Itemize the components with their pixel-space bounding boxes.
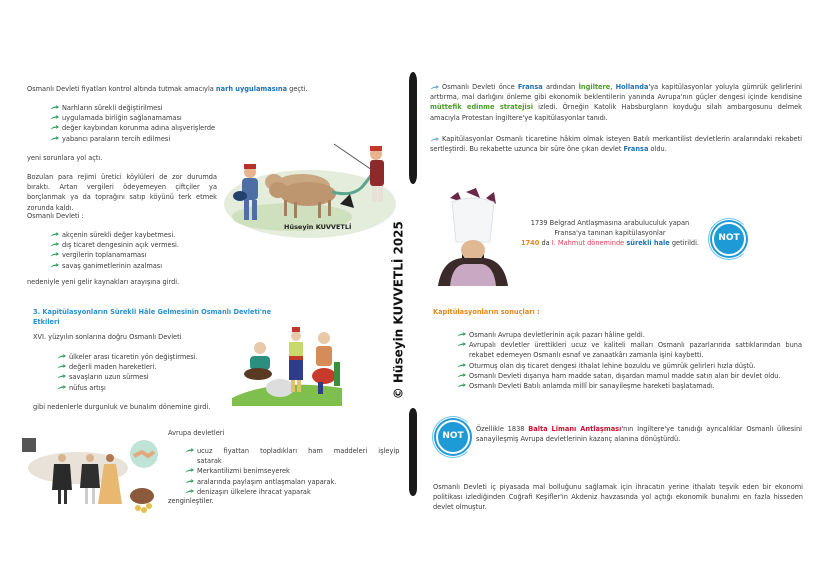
list-item: denizaşırı ülkelere ihracat yaparak [185,487,405,497]
arrow-icon [185,468,194,473]
arrow-icon [457,332,466,337]
europe-conclusion: zenginleştiler. [168,497,214,505]
arrow-icon [50,242,59,247]
list-item: Osmanlı Devleti Batılı anlamda millî bir sanayileşme hareketi başlatamadı. [457,381,802,391]
arrow-icon [50,125,59,130]
list-item: değer kaybından korunma adına alışverişlerde [50,123,240,133]
divider-ribbon-top [409,72,417,184]
xvi-conclusion: gibi nedenlerle durgunluk ve bunalım dönemine girdi. [33,403,211,411]
narh-intro: Osmanlı Devleti fiyatları kontrol altında tutmak amacıyla narh uygulamasına geçti. [27,85,308,93]
arrow-icon [430,85,439,90]
note-balta-limani: Özellikle 1838 Balta Limanı Antlaşması'nın İngiltere'ye tanıdığı ayrıcalıklar Osmanlı ülkesini sanayileşmiş Avrupa devletlerinin kazanç alanına dönüştürdü. [476,425,802,444]
currency-paragraph: Bozulan para rejimi üretici köylüleri de zor durumda bıraktı. Artan vergileri ödeyemeyen çiftçiler ya borçlanmak ya da toprağını satıp köyünü terk etmek zorunda kaldı. [27,173,217,212]
results-list [457,330,802,391]
arrow-icon [57,354,66,359]
arrow-icon [50,136,59,141]
note-belgrad: 1739 Belgrad Antlaşmasına arabuluculuk yapan Fransa'ya tanınan kapitülasyonlar 1740 da I. Mahmut döneminde sürekli hale getirildi. [520,219,700,248]
list-item: yabancı paraların tercih edilmesi [50,134,240,144]
list-item: Avrupalı devletler ürettikleri ucuz ve kaliteli malları Osmanlı pazarlarında sattıklarından buna rekabet edemeyen Osmanlı esnaf ve zanaatkârı zamanla işini kaybetti. [457,340,802,360]
arrow-icon [185,479,194,484]
arrow-icon [457,373,466,378]
list-item: savaş ganimetlerinin azalması [50,261,240,271]
arrow-icon [185,448,194,453]
list-item: Osmanlı Devleti dışarıya ham madde satan, dışardan mamul madde satın alan bir devlet oldu. [457,371,802,381]
note-badge-icon: NOT [436,420,470,454]
european-merchants-illustration [18,432,163,518]
list-item: nüfus artışı [57,383,237,393]
narh-problems-list [50,103,240,144]
section3-title: 3. Kapitülasyonların Sürekli Hâle Gelmesinin Osmanlı Devleti'ne Etkileri [33,308,272,327]
list-item: uygulamada birliğin sağlanamaması [50,113,240,123]
note-badge-icon: NOT [712,222,746,256]
xvi-intro: XVI. yüzyılın sonlarına doğru Osmanlı Devleti [33,333,182,341]
europe-methods-list [185,446,405,497]
list-item: savaşların uzun sürmesi [57,372,237,382]
state-label: Osmanlı Devleti : [27,212,84,220]
arrow-icon [57,374,66,379]
list-item: Narhların sürekli değiştirilmesi [50,103,240,113]
list-item: dış ticaret dengesinin açık vermesi. [50,240,240,250]
list-item: vergilerin toplanamaması [50,250,240,260]
sultan-mahmut-portrait [432,186,512,286]
europe-label: Avrupa devletleri [168,429,225,437]
illustration-caption: Hüseyin KUVVETLİ [284,223,352,231]
list-item: aralarında paylaşım antlaşmaları yaparak. [185,477,405,487]
list-item: Oturmuş olan dış ticaret dengesi ithalat lehine bozuldu ve gümrük gelirleri hızla düştü. [457,361,802,371]
plowing-farmers-illustration [222,142,398,242]
arrow-icon [457,383,466,388]
arrow-icon [50,252,59,257]
arrow-icon [50,263,59,268]
arrow-icon [57,385,66,390]
list-item: Osmanlı Avrupa devletlerinin açık pazarı hâline geldi. [457,330,802,340]
divider-ribbon-bottom [409,408,417,496]
arrow-icon [430,137,439,142]
villagers-illustration [232,318,347,406]
kapitulasyon-paragraph-2: Kapitülasyonlar Osmanlı ticaretine hâkim olmak isteyen Batılı merkantilist devletlerin aralarındaki rekabeti sertleştirdi. Bu rekabette uzunca bir süre öne çıkan devlet Fransa oldu. [430,135,802,154]
arrow-icon [457,342,466,347]
arrow-icon [50,105,59,110]
narh-highlight: narh uygulamasına [215,85,288,93]
closing-paragraph: Osmanlı Devleti iç piyasada mal bolluğunu sağlamak için ihracatın yerine ithalatı teşvik eden bir ekonomi politikası izlediğinden Coğrafi Keşifler'in Akdeniz havzasında yol açtığı ekonomik bunalımı en fazla hisseden devlet olmuştur. [433,483,803,512]
arrow-icon [50,232,59,237]
list-item: değerli maden hareketleri. [57,362,237,372]
arrow-icon [185,489,194,494]
kapitulasyon-paragraph-1: Osmanlı Devleti önce Fransa ardından İngiltere, Hollanda'ya kapitülasyonlar yoluyla gümrük gelirlerini arttırma, mal darlığını önleme gibi ekonomik beklentilerin yanında Avrupa'nın güçler dengesi içinde kendisine müttefik edinme stratejisi izledi. Örneğin Katolik Habsburgların koyduğu silah ambargosunu delmek amacıyla Protestan İngiltere'ye kapitülasyonlar tanıdı. [430,83,802,122]
arrow-icon [57,364,66,369]
results-title: Kapitülasyonların sonuçları : [433,308,540,316]
state-reasons-list [50,230,240,271]
arrow-icon [457,363,466,368]
list-item: akçenin sürekli değer kaybetmesi. [50,230,240,240]
list-item: ülkeler arası ticaretin yön değiştirmesi. [57,352,237,362]
list-item: ucuz fiyattan topladıkları ham maddeleri işleyip satarak [185,446,405,466]
list-item: Merkantilizmi benimseyerek [185,466,405,476]
state-conclusion: nedeniyle yeni gelir kaynakları arayışına girdi. [27,278,180,286]
xvi-reasons-list [57,352,237,393]
problems-text: yeni sorunlara yol açtı. [27,154,103,162]
arrow-icon [50,115,59,120]
